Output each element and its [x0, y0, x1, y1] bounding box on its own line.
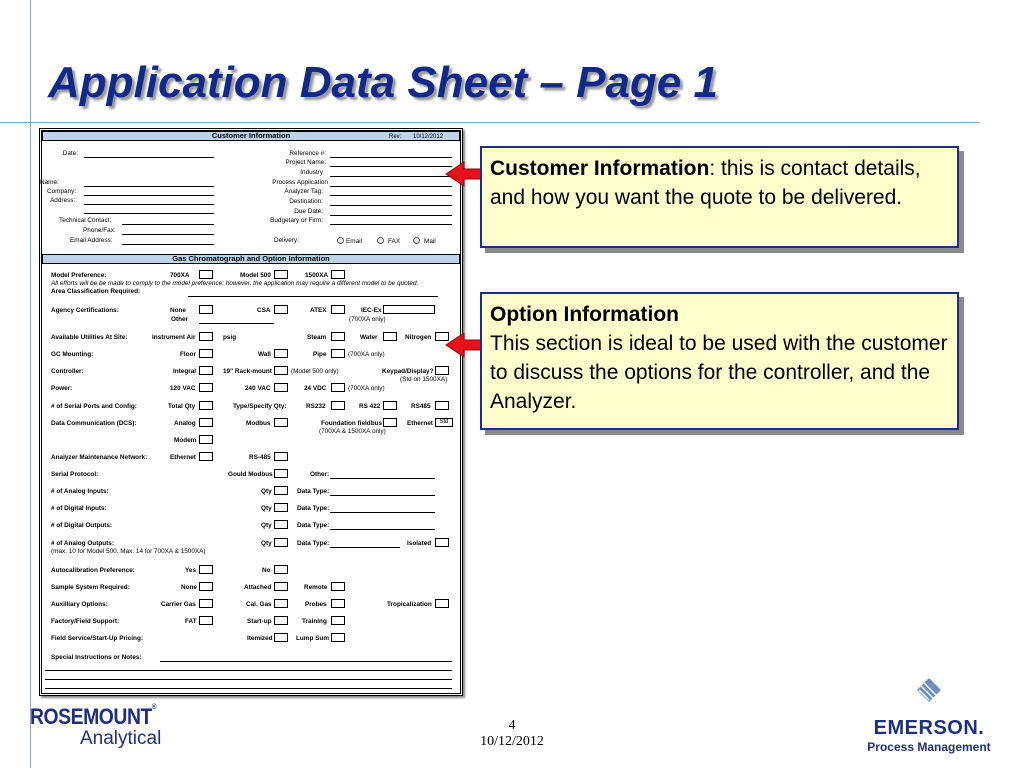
rs232-checkbox[interactable] [331, 401, 345, 410]
training-checkbox[interactable] [331, 616, 345, 625]
analog-inputs-qty-box[interactable] [274, 486, 288, 495]
gould-modbus-label: Gould Modbus [228, 471, 273, 478]
email-field[interactable] [122, 244, 214, 245]
ethernet-std-box[interactable]: Std [435, 418, 453, 427]
phone-field[interactable] [122, 234, 214, 235]
itemized-label: Itemized [247, 635, 273, 642]
agency-iecex-checkbox[interactable] [383, 305, 435, 314]
autocal-no-checkbox[interactable] [274, 565, 288, 574]
process-app-label: Process Application [272, 179, 328, 186]
frame-horizontal-line [0, 122, 980, 123]
date-label: Date: [62, 150, 78, 157]
agency-atex-checkbox[interactable] [331, 305, 345, 314]
pipe-note: (700XA only) [348, 351, 385, 358]
instrument-air-label: Instrument Air [152, 334, 196, 341]
steam-checkbox[interactable] [331, 332, 345, 341]
analog-outputs-qty-label: Qty [261, 540, 272, 547]
rs485-label: RS485 [411, 403, 431, 410]
digital-outputs-type-label: Data Type: [297, 522, 330, 529]
sample-system-label: Sample System Required: [51, 584, 130, 591]
isolated-checkbox[interactable] [435, 538, 449, 547]
model-note: All efforts will be be made to comply to the model preference; however, the application may require a different model to be quoted. [51, 280, 419, 287]
company-label: Company: [47, 188, 77, 195]
company-field[interactable] [84, 195, 214, 196]
pipe-checkbox[interactable] [331, 349, 345, 358]
analyzer-tag-label: Analyzer Tag: [284, 188, 323, 195]
application-data-sheet [39, 128, 463, 696]
special-instr-line-4[interactable] [45, 688, 452, 689]
process-app-field[interactable] [330, 186, 452, 187]
lump-sum-checkbox[interactable] [331, 633, 345, 642]
page-number: 4 [508, 718, 516, 733]
agency-iecex-label: IEC-Ex [361, 307, 382, 314]
agency-atex-label: ATEX [310, 307, 327, 314]
tech-contact-label: Technical Contact: [59, 217, 112, 224]
autocal-yes-label: Yes [185, 567, 197, 574]
utilities-label: Available Utilities At Site: [51, 334, 128, 341]
modbus-checkbox[interactable] [274, 418, 288, 427]
email-label: Email Address: [70, 237, 113, 244]
digital-outputs-qty-box[interactable] [274, 520, 288, 529]
analog-outputs-label: # of Analog Outputs: [51, 540, 114, 547]
psig-label: psig [223, 334, 237, 341]
protocol-other-field[interactable] [330, 478, 435, 479]
rosemount-reg-mark: ® [151, 704, 156, 711]
floor-checkbox[interactable] [199, 349, 213, 358]
rev-value: 10/12/2012 [413, 134, 444, 140]
agency-none-checkbox[interactable] [199, 305, 213, 314]
model-1500xa-label: 1500XA [305, 272, 329, 279]
agency-other-field[interactable] [199, 323, 274, 324]
rs485-checkbox[interactable] [435, 401, 449, 410]
model-700xa-checkbox[interactable] [199, 270, 213, 279]
analog-inputs-label: # of Analog Inputs: [51, 488, 109, 495]
analog-outputs-type-label: Data Type: [297, 540, 330, 547]
rosemount-logo [30, 704, 173, 750]
delivery-email-radio[interactable] [337, 237, 344, 244]
due-date-field[interactable] [330, 215, 452, 216]
project-name-label: Project Name: [285, 159, 326, 166]
analog-inputs-qty-label: Qty [261, 488, 272, 495]
cal-gas-checkbox[interactable] [274, 599, 288, 608]
digital-outputs-label: # of Digital Outputs: [51, 522, 113, 529]
budgetary-field[interactable] [330, 224, 452, 225]
emerson-sub: Process Management [867, 740, 991, 754]
destination-label: Destination: [289, 198, 323, 205]
due-date-label: Due Date: [294, 208, 323, 215]
customer-info-callout [480, 146, 959, 248]
analytical-text: Analytical [80, 728, 162, 749]
pipe-label: Pipe [313, 351, 327, 358]
modem-checkbox[interactable] [199, 435, 213, 444]
area-class-field[interactable] [188, 296, 438, 297]
delivery-mail-radio[interactable] [413, 237, 420, 244]
power-label: Power: [51, 385, 73, 392]
address-label: Address: [50, 197, 76, 204]
v120-label: 120 VAC [170, 385, 196, 392]
delivery-fax-radio[interactable] [377, 237, 384, 244]
rs232-label: RS232 [306, 403, 326, 410]
analog-outputs-type-field[interactable] [330, 547, 400, 548]
serial-ports-label: # of Serial Ports and Config: [51, 403, 137, 410]
itemized-checkbox[interactable] [274, 633, 288, 642]
option-info-callout [480, 292, 959, 430]
model-500-checkbox[interactable] [274, 270, 288, 279]
v24-label: 24 VDC [304, 385, 327, 392]
attached-checkbox[interactable] [274, 582, 288, 591]
digital-inputs-type-field[interactable] [330, 512, 435, 513]
analog-outputs-qty-box[interactable] [274, 538, 288, 547]
foundation-checkbox[interactable] [383, 418, 397, 427]
v240-checkbox[interactable] [274, 383, 288, 392]
digital-inputs-label: # of Digital Inputs: [51, 505, 107, 512]
customer-callout-text: : this is contact details, and how you want the quote to be delivered. [490, 157, 921, 209]
analog-inputs-type-field[interactable] [330, 495, 435, 496]
analog-label: Analog [174, 420, 196, 427]
rosemount-wordmark [30, 704, 156, 730]
special-instr-label: Special Instructions or Notes: [51, 654, 142, 661]
maint-network-label: Analyzer Maintenance Network: [51, 454, 148, 461]
gc-mounting-label: GC Mounting: [51, 351, 94, 358]
industry-label: Industry [300, 169, 323, 176]
keypad-note: (Std on 1500XA) [400, 376, 448, 383]
model-pref-label: Model Preference: [51, 272, 107, 279]
rs422-label: RS 422 [359, 403, 381, 410]
sample-none-checkbox[interactable] [199, 582, 213, 591]
reference-field[interactable] [330, 157, 452, 158]
steam-label: Steam [307, 334, 327, 341]
integral-checkbox[interactable] [199, 366, 213, 375]
controller-label: Controller: [51, 368, 84, 375]
v240-label: 240 VAC [245, 385, 271, 392]
maint-ethernet-checkbox[interactable] [199, 452, 213, 461]
probes-label: Probes [305, 601, 327, 608]
probes-checkbox[interactable] [331, 599, 345, 608]
training-label: Training [302, 618, 327, 625]
gould-modbus-checkbox[interactable] [274, 469, 288, 478]
emerson-logo [862, 678, 996, 754]
agency-none-label: None [170, 307, 186, 314]
analog-inputs-type-label: Data Type: [297, 488, 330, 495]
footer-date: 10/12/2012 [480, 734, 544, 749]
floor-label: Floor [180, 351, 196, 358]
tech-contact-field[interactable] [122, 224, 214, 225]
data-comm-label: Data Communication (DCS): [51, 420, 137, 427]
gc-option-header [42, 254, 460, 264]
field-service-label: Field Service/Start-Up Pricing: [51, 635, 143, 642]
delivery-email-label: Email [346, 238, 362, 245]
wall-label: Wall [258, 351, 271, 358]
analyzer-tag-field[interactable] [330, 195, 452, 196]
serial-protocol-label: Serial Protocol: [51, 471, 99, 478]
digital-inputs-qty-box[interactable] [274, 503, 288, 512]
rackmount-note: (Model 500 only) [291, 368, 339, 375]
option-callout-text: This section is ideal to be used with the customer to discuss the options for the controller, and the Analyzer. [490, 332, 948, 413]
integral-label: Integral [173, 368, 197, 375]
delivery-mail-label: Mail [424, 238, 436, 245]
special-instr-line-1[interactable] [160, 661, 452, 662]
isolated-label: Isolated [407, 540, 432, 547]
digital-inputs-type-label: Data Type: [297, 505, 330, 512]
reference-label: Reference #: [289, 150, 326, 157]
carrier-gas-checkbox[interactable] [199, 599, 213, 608]
customer-info-header [42, 131, 460, 141]
keypad-label: Keypad/Display? [382, 368, 434, 375]
name-field[interactable] [84, 186, 214, 187]
cal-gas-label: Cal. Gas [246, 601, 272, 608]
nitrogen-label: Nitrogen [405, 334, 432, 341]
rev-label: Rev: [389, 134, 402, 140]
foundation-note: (700XA & 1500XA only) [319, 428, 386, 435]
customer-callout-title: Customer Information [490, 157, 710, 180]
page-footer [480, 718, 544, 750]
v120-checkbox[interactable] [199, 383, 213, 392]
v24-checkbox[interactable] [331, 383, 345, 392]
model-500-label: Model 500 [240, 272, 271, 279]
total-qty-label: Total Qty [168, 403, 196, 410]
type-specify-label: Type/Specify Qty: [233, 403, 287, 410]
v24-note: (700XA only) [348, 385, 385, 392]
destination-field[interactable] [330, 205, 452, 206]
modem-label: Modem [174, 437, 197, 444]
rs422-checkbox[interactable] [383, 401, 397, 410]
industry-field[interactable] [330, 176, 452, 177]
phone-label: Phone/Fax: [83, 227, 116, 234]
remote-label: Remote [304, 584, 328, 591]
agency-csa-label: CSA [257, 307, 271, 314]
agency-cert-label: Agency Certifications: [51, 307, 119, 314]
tropicalization-checkbox[interactable] [435, 599, 449, 608]
analog-checkbox[interactable] [199, 418, 213, 427]
ethernet-label: Ethernet [407, 420, 433, 427]
maint-rs485-label: RS-485 [249, 454, 271, 461]
tropicalization-label: Tropicalization [387, 601, 432, 608]
water-checkbox[interactable] [383, 332, 397, 341]
total-qty-checkbox[interactable] [199, 401, 213, 410]
instrument-air-checkbox[interactable] [199, 332, 213, 341]
sample-none-label: None [181, 584, 197, 591]
rackmount-label: 19" Rack-mount [223, 368, 272, 375]
wall-checkbox[interactable] [274, 349, 288, 358]
agency-csa-checkbox[interactable] [274, 305, 288, 314]
frame-vertical-line [30, 0, 31, 768]
delivery-fax-label: FAX [388, 238, 401, 245]
keypad-checkbox[interactable] [435, 366, 449, 375]
customer-info-header-text: Customer Information [211, 131, 291, 140]
attached-label: Attached [244, 584, 272, 591]
slide-title: Application Data Sheet – Page 1 [48, 58, 718, 107]
date-field[interactable] [84, 157, 214, 158]
delivery-label: Delivery: [274, 237, 299, 244]
emerson-diamond-icon [916, 678, 942, 710]
iecex-note: (700XA only) [349, 316, 386, 323]
address-field-1[interactable] [84, 204, 214, 205]
startup-checkbox[interactable] [274, 616, 288, 625]
name-label: Name: [40, 179, 59, 186]
factory-support-label: Factory/Field Support: [51, 618, 120, 625]
gc-option-header-text: Gas Chromatograph and Option Information [172, 254, 330, 263]
aux-options-label: Auxilliary Options: [51, 601, 108, 608]
option-callout-title: Option Information [490, 303, 679, 326]
autocal-label: Autocalibration Preference: [51, 567, 135, 574]
water-label: Water [360, 334, 378, 341]
fat-label: FAT [185, 618, 197, 625]
analog-outputs-note: (max. 10 for Model 500. Max. 14 for 700XA & 1500XA) [51, 548, 206, 555]
maint-rs485-checkbox[interactable] [274, 452, 288, 461]
digital-outputs-type-field[interactable] [330, 529, 435, 530]
special-instr-line-3[interactable] [45, 679, 452, 680]
special-instr-line-2[interactable] [45, 670, 452, 671]
maint-ethernet-label: Ethernet [170, 454, 196, 461]
rackmount-checkbox[interactable] [274, 366, 288, 375]
project-name-field[interactable] [330, 166, 452, 167]
agency-other-label: Other [171, 316, 189, 323]
carrier-gas-label: Carrier Gas [161, 601, 196, 608]
protocol-other-label: Other: [310, 471, 330, 478]
budgetary-label: Budgetary or Firm: [270, 217, 323, 224]
foundation-label: Foundation fieldbus [321, 420, 383, 427]
autocal-no-label: No [262, 567, 271, 574]
emerson-name: EMERSON. [873, 717, 985, 739]
fat-checkbox[interactable] [199, 616, 213, 625]
autocal-yes-checkbox[interactable] [199, 565, 213, 574]
digital-outputs-qty-label: Qty [261, 522, 272, 529]
digital-inputs-qty-label: Qty [261, 505, 272, 512]
startup-label: Start-up [247, 618, 272, 625]
address-field-2[interactable] [84, 213, 214, 214]
rosemount-text: ROSEMOUNT [30, 704, 152, 729]
remote-checkbox[interactable] [331, 582, 345, 591]
model-1500xa-checkbox[interactable] [331, 270, 345, 279]
model-700xa-label: 700XA [170, 272, 190, 279]
area-class-label: Area Classification Required: [51, 288, 141, 295]
modbus-label: Modbus [246, 420, 271, 427]
lump-sum-label: Lump Sum [296, 635, 330, 642]
